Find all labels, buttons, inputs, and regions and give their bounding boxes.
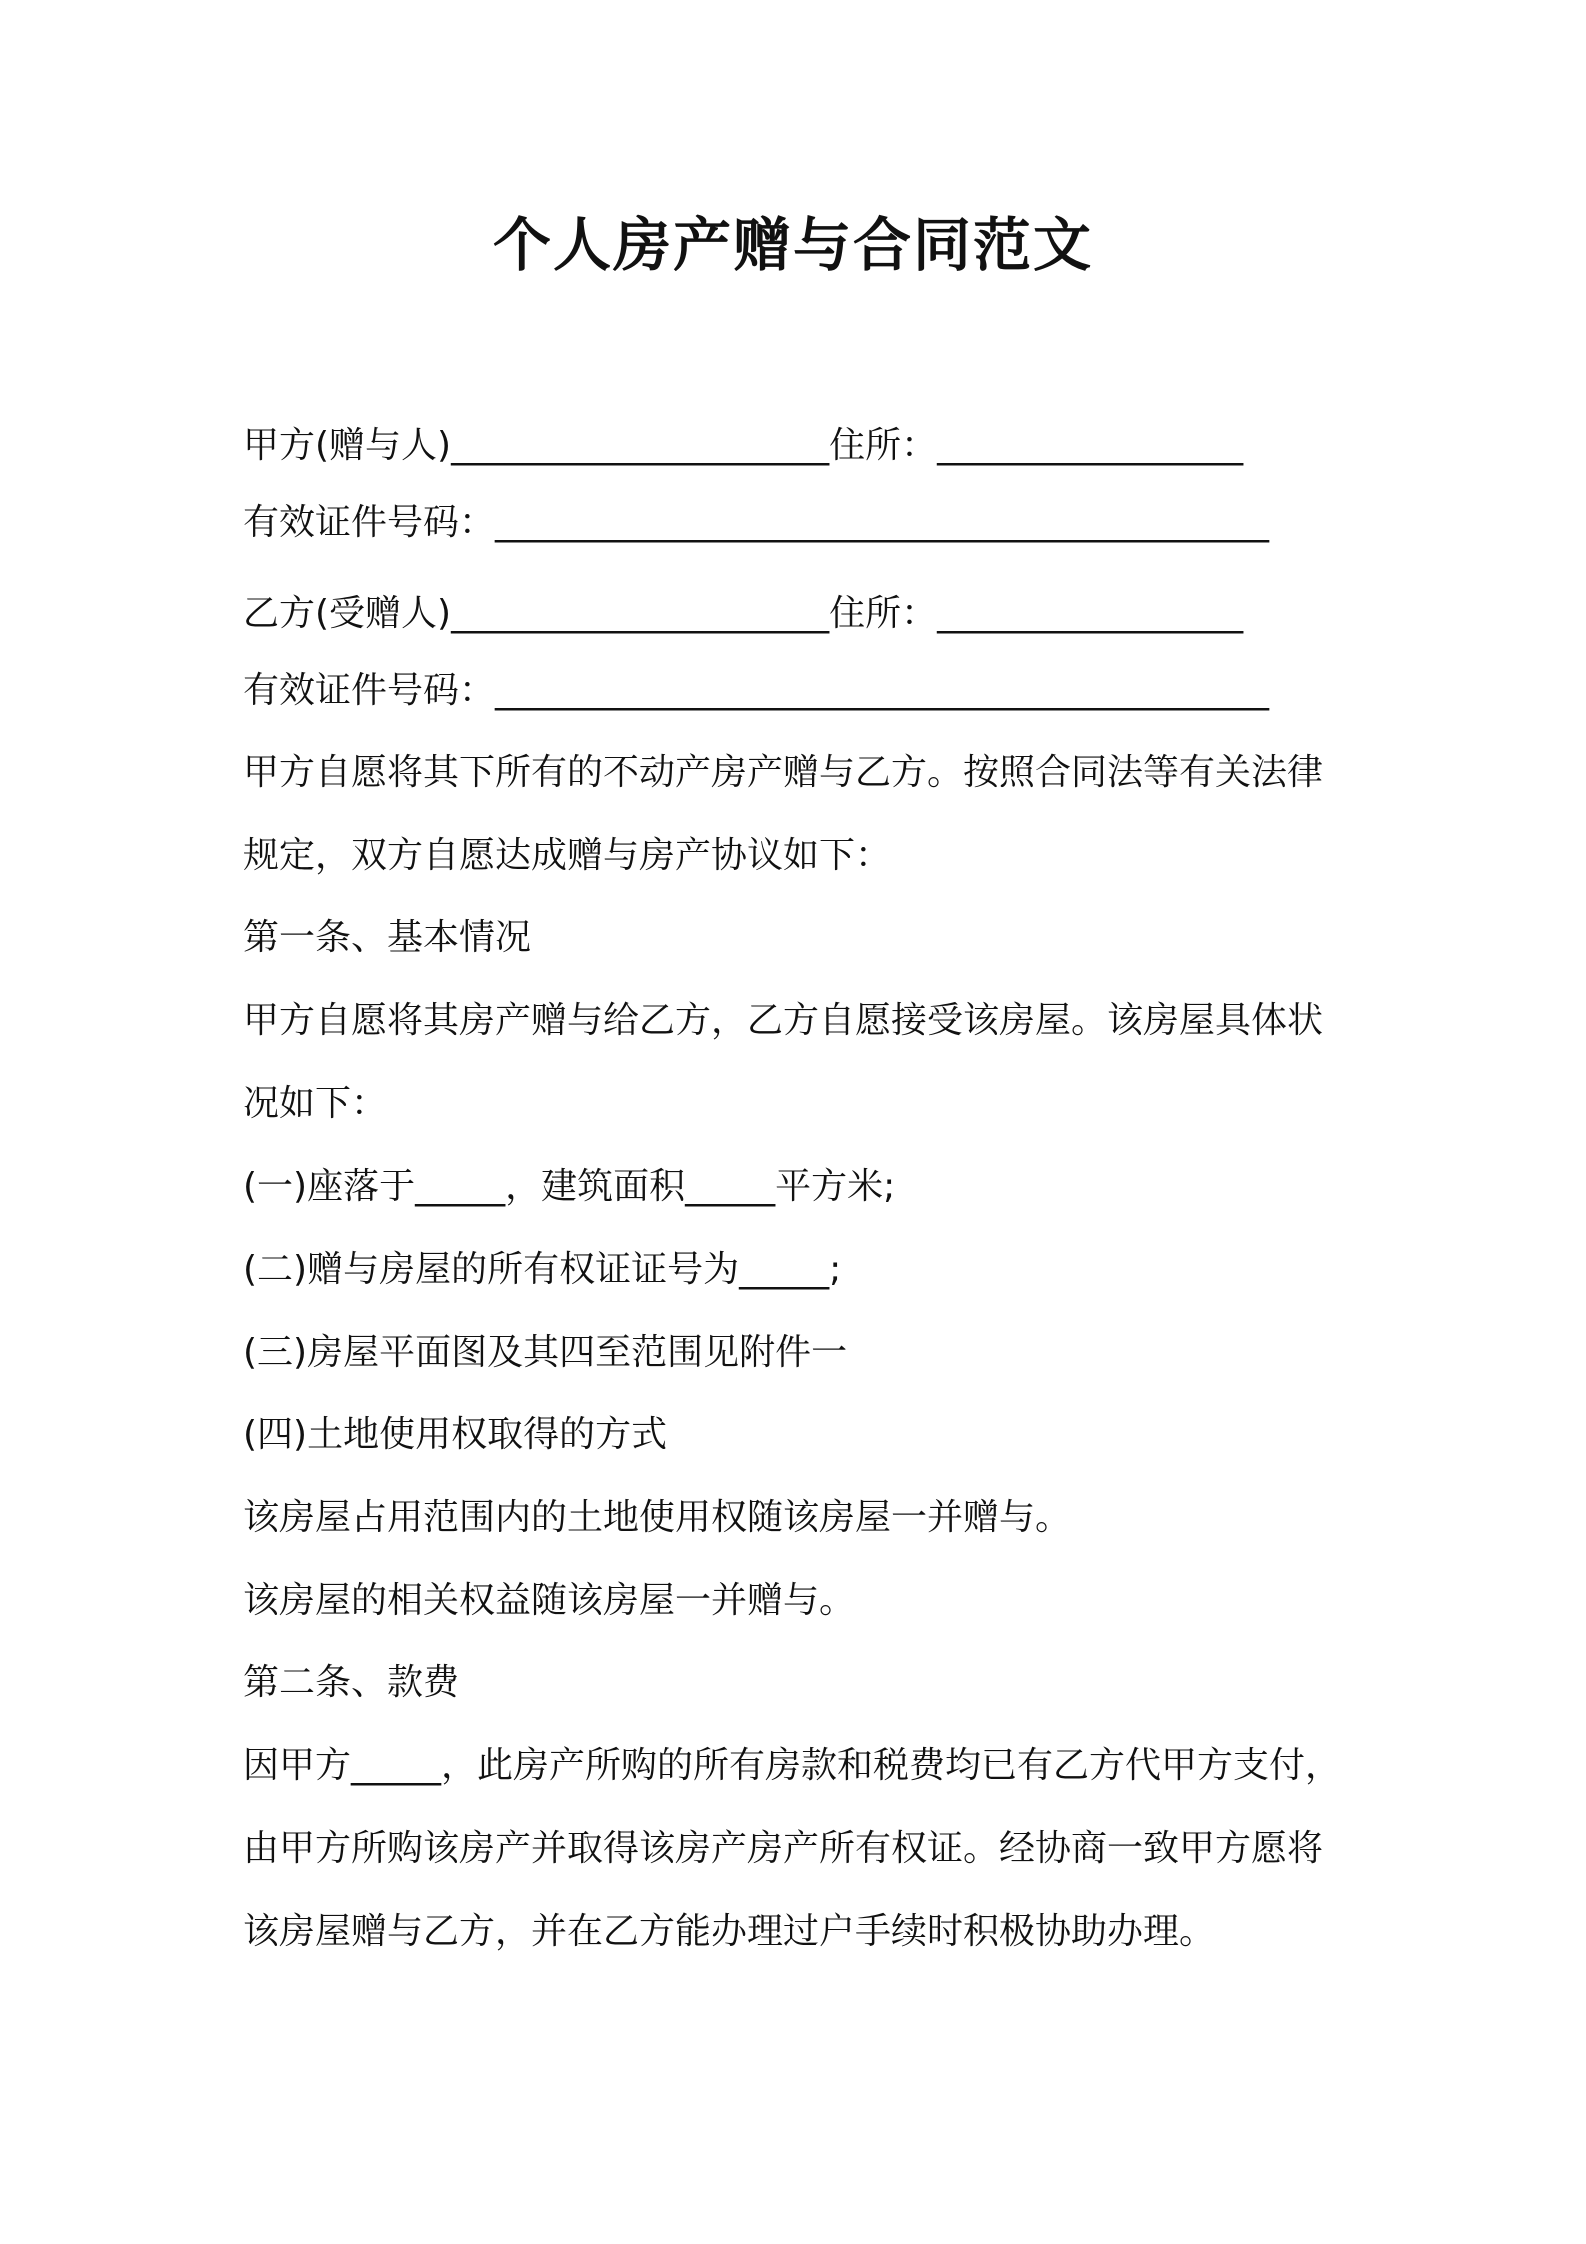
party-b-line: 乙方(受赠人)_____________________住所：_________________ bbox=[243, 593, 1244, 634]
party-a-id-line: 有效证件号码：___________________________________________ bbox=[243, 502, 1270, 543]
land-use-line: 该房屋占用范围内的土地使用权随该房屋一并赠与。 bbox=[243, 1497, 1072, 1538]
article1-paragraph-line-2: 况如下： bbox=[243, 1083, 388, 1124]
item-4: (四)土地使用权取得的方式 bbox=[243, 1414, 668, 1455]
article2-paragraph-line-1: 因甲方_____，此房产所购的所有房款和税费均已有乙方代甲方支付， bbox=[243, 1745, 1342, 1786]
article2-paragraph-line-3: 该房屋赠与乙方，并在乙方能办理过户手续时积极协助办理。 bbox=[243, 1911, 1216, 1952]
page-title: 个人房产赠与合同范文 bbox=[492, 211, 1093, 279]
item-2: (二)赠与房屋的所有权证证号为_____; bbox=[243, 1249, 842, 1290]
article1-paragraph-line-1: 甲方自愿将其房产赠与给乙方，乙方自愿接受该房屋。该房屋具体状 bbox=[243, 1000, 1324, 1041]
article2-paragraph-line-2: 由甲方所购该房产并取得该房产房产所有权证。经协商一致甲方愿将 bbox=[243, 1828, 1324, 1869]
item-3: (三)房屋平面图及其四至范围见附件一 bbox=[243, 1332, 848, 1373]
party-a-line: 甲方(赠与人)_____________________住所：_________________ bbox=[243, 425, 1244, 466]
party-b-id-line: 有效证件号码：___________________________________________ bbox=[243, 670, 1270, 711]
intro-paragraph-line-1: 甲方自愿将其下所有的不动产房产赠与乙方。按照合同法等有关法律 bbox=[243, 752, 1324, 793]
rights-line: 该房屋的相关权益随该房屋一并赠与。 bbox=[243, 1580, 856, 1621]
item-1: (一)座落于_____，建筑面积_____平方米; bbox=[243, 1166, 896, 1207]
article2-heading: 第二条、款费 bbox=[243, 1662, 460, 1703]
intro-paragraph-line-2: 规定，双方自愿达成赠与房产协议如下： bbox=[243, 835, 892, 876]
article1-heading: 第一条、基本情况 bbox=[243, 917, 532, 958]
